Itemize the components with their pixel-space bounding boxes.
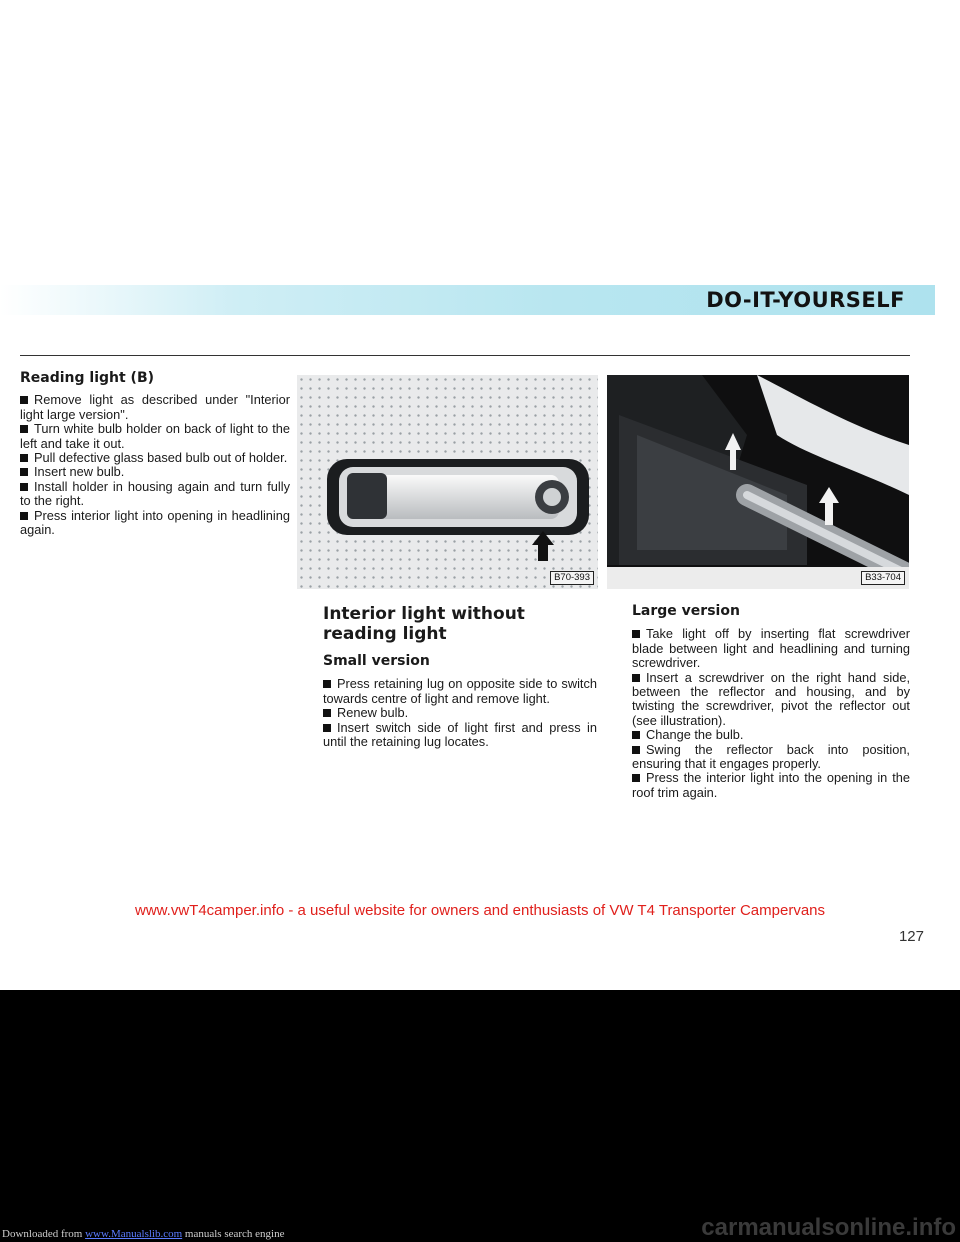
- large-version-section: [632, 604, 910, 800]
- list-item: Take light off by inserting flat screwdriver blade between light and headlining and turning screwdriver.: [632, 626, 910, 671]
- list-item: Press retaining lug on opposite side to switch towards centre of light and remove light.: [323, 676, 597, 706]
- page-number: 127: [898, 928, 924, 945]
- scan-border: [0, 990, 960, 1242]
- small-version-heading: Small version: [323, 653, 430, 669]
- list-item: Press interior light into opening in headlining again.: [20, 507, 290, 538]
- list-item: Pull defective glass based bulb out of holder.: [20, 451, 290, 465]
- list-item: Press the interior light into the opening in the roof trim again.: [632, 770, 910, 800]
- download-bar: [2, 1228, 284, 1240]
- list-item: Insert new bulb.: [20, 465, 290, 479]
- list-item: Install holder in housing again and turn fully to the right.: [20, 478, 290, 509]
- list-item: Turn white bulb holder on back of light to the left and take it out.: [20, 421, 290, 451]
- list-item: Change the bulb.: [632, 728, 910, 742]
- download-prefix: Downloaded from: [2, 1228, 86, 1240]
- reading-light-steps: [20, 393, 290, 537]
- interior-light-heading: Interior light without reading light: [323, 604, 525, 644]
- large-version-steps: [632, 627, 910, 800]
- list-item: Renew bulb.: [323, 706, 597, 720]
- list-item: Insert switch side of light first and press in until the retaining lug locates.: [323, 719, 597, 750]
- figure-code: B70-393: [550, 571, 594, 585]
- manualslib-link[interactable]: www.Manualslib.com: [85, 1228, 183, 1240]
- list-item: Insert a screwdriver on the right hand side, between the reflector and housing, and by twisting the screwdriver, pivot the reflector out (see illustration).: [632, 669, 910, 728]
- list-item: Remove light as described under "Interior light large version".: [20, 392, 290, 422]
- website-note: www.vwT4camper.info - a useful website for owners and enthusiasts of VW T4 Transporter Campervans: [134, 902, 826, 919]
- reading-light-illustration: [297, 375, 598, 589]
- small-version-steps: [323, 677, 597, 749]
- figure-code: B33-704: [861, 571, 905, 585]
- reading-light-heading: Reading light (B): [20, 370, 155, 386]
- section-band: [0, 285, 935, 315]
- section-title: DO-IT-YOURSELF: [706, 288, 905, 312]
- large-version-heading: Large version: [632, 603, 740, 619]
- reading-light-section: [20, 371, 290, 537]
- screwdriver-illustration: [607, 375, 909, 589]
- large-version-photo: [607, 375, 909, 589]
- header-rule: [20, 355, 910, 356]
- list-item: Swing the reflector back into position, ensuring that it engages properly.: [632, 741, 910, 772]
- reading-light-photo: [297, 375, 598, 589]
- watermark: carmanualsonline.info: [701, 1214, 956, 1241]
- interior-light-section: [323, 604, 597, 749]
- download-suffix: manuals search engine: [182, 1228, 285, 1240]
